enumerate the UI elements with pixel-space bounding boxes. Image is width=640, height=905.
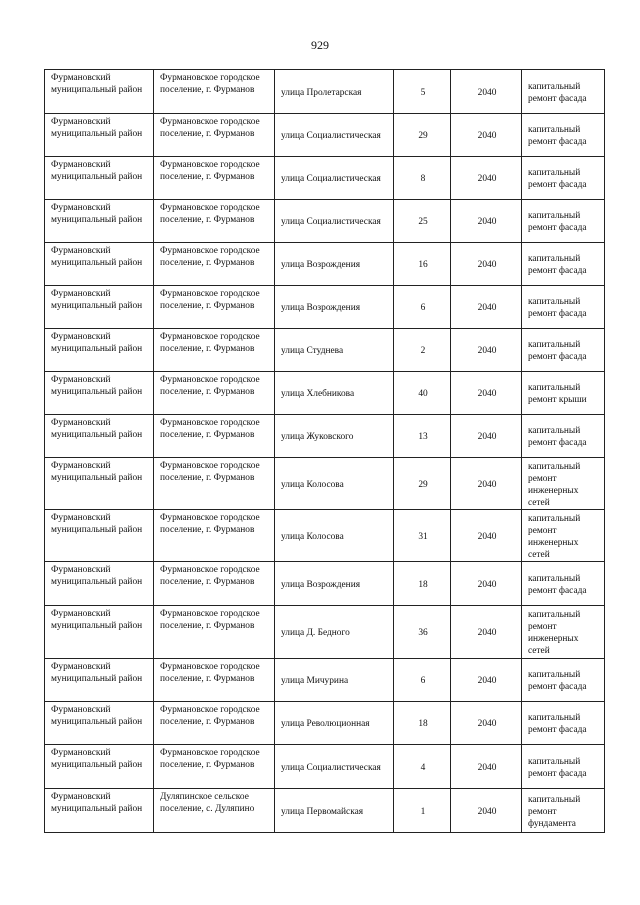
year-cell: 2040 (451, 286, 522, 329)
table-row (45, 510, 605, 562)
work-type-cell: капитальный ремонт фундамента (522, 789, 605, 833)
table-row (45, 415, 605, 458)
district-cell: Фурмановский муниципальный район (45, 789, 154, 833)
settlement-cell: Фурмановское городское поселение, г. Фурманов (154, 372, 275, 415)
work-type-cell: капитальный ремонт фасада (522, 70, 605, 114)
work-type-cell: капитальный ремонт фасада (522, 200, 605, 243)
work-type-cell: капитальный ремонт фасада (522, 243, 605, 286)
work-type-cell: капитальный ремонт инженерных сетей (522, 458, 605, 510)
housing-repair-table (44, 69, 605, 833)
table-row (45, 745, 605, 789)
year-cell: 2040 (451, 70, 522, 114)
work-type-cell: капитальный ремонт фасада (522, 659, 605, 702)
house-number-cell: 6 (394, 286, 451, 329)
district-cell: Фурмановский муниципальный район (45, 659, 154, 702)
district-cell: Фурмановский муниципальный район (45, 415, 154, 458)
work-type-cell: капитальный ремонт фасада (522, 415, 605, 458)
work-type-cell: капитальный ремонт фасада (522, 562, 605, 606)
year-cell: 2040 (451, 659, 522, 702)
year-cell: 2040 (451, 702, 522, 745)
year-cell: 2040 (451, 510, 522, 562)
house-number-cell: 36 (394, 606, 451, 659)
district-cell: Фурмановский муниципальный район (45, 702, 154, 745)
house-number-cell: 25 (394, 200, 451, 243)
district-cell: Фурмановский муниципальный район (45, 510, 154, 562)
work-type-cell: капитальный ремонт инженерных сетей (522, 606, 605, 659)
house-number-cell: 2 (394, 329, 451, 372)
settlement-cell: Фурмановское городское поселение, г. Фурманов (154, 510, 275, 562)
street-cell: улица Колосова (275, 510, 394, 562)
table-row (45, 702, 605, 745)
district-cell: Фурмановский муниципальный район (45, 243, 154, 286)
house-number-cell: 18 (394, 562, 451, 606)
table-row (45, 286, 605, 329)
district-cell: Фурмановский муниципальный район (45, 329, 154, 372)
table-row (45, 659, 605, 702)
table-row (45, 329, 605, 372)
settlement-cell: Фурмановское городское поселение, г. Фурманов (154, 157, 275, 200)
year-cell: 2040 (451, 789, 522, 833)
house-number-cell: 29 (394, 458, 451, 510)
table-row (45, 114, 605, 157)
table-row (45, 243, 605, 286)
street-cell: улица Мичурина (275, 659, 394, 702)
work-type-cell: капитальный ремонт фасада (522, 702, 605, 745)
district-cell: Фурмановский муниципальный район (45, 562, 154, 606)
settlement-cell: Фурмановское городское поселение, г. Фурманов (154, 702, 275, 745)
house-number-cell: 6 (394, 659, 451, 702)
settlement-cell: Фурмановское городское поселение, г. Фурманов (154, 114, 275, 157)
settlement-cell: Дуляпинское сельское поселение, с. Дуляпино (154, 789, 275, 833)
street-cell: улица Социалистическая (275, 745, 394, 789)
district-cell: Фурмановский муниципальный район (45, 200, 154, 243)
year-cell: 2040 (451, 606, 522, 659)
district-cell: Фурмановский муниципальный район (45, 157, 154, 200)
district-cell: Фурмановский муниципальный район (45, 70, 154, 114)
year-cell: 2040 (451, 745, 522, 789)
work-type-cell: капитальный ремонт инженерных сетей (522, 510, 605, 562)
year-cell: 2040 (451, 114, 522, 157)
year-cell: 2040 (451, 329, 522, 372)
settlement-cell: Фурмановское городское поселение, г. Фурманов (154, 415, 275, 458)
street-cell: улица Социалистическая (275, 114, 394, 157)
settlement-cell: Фурмановское городское поселение, г. Фурманов (154, 659, 275, 702)
settlement-cell: Фурмановское городское поселение, г. Фурманов (154, 458, 275, 510)
table-row (45, 789, 605, 833)
table-row (45, 606, 605, 659)
street-cell: улица Возрождения (275, 562, 394, 606)
street-cell: улица Хлебникова (275, 372, 394, 415)
street-cell: улица Возрождения (275, 286, 394, 329)
house-number-cell: 18 (394, 702, 451, 745)
year-cell: 2040 (451, 458, 522, 510)
settlement-cell: Фурмановское городское поселение, г. Фурманов (154, 243, 275, 286)
settlement-cell: Фурмановское городское поселение, г. Фурманов (154, 745, 275, 789)
settlement-cell: Фурмановское городское поселение, г. Фурманов (154, 70, 275, 114)
district-cell: Фурмановский муниципальный район (45, 606, 154, 659)
work-type-cell: капитальный ремонт фасада (522, 157, 605, 200)
street-cell: улица Жуковского (275, 415, 394, 458)
year-cell: 2040 (451, 157, 522, 200)
table-row (45, 200, 605, 243)
street-cell: улица Первомайская (275, 789, 394, 833)
work-type-cell: капитальный ремонт фасада (522, 745, 605, 789)
page-number: 929 (311, 38, 329, 52)
street-cell: улица Социалистическая (275, 157, 394, 200)
house-number-cell: 40 (394, 372, 451, 415)
table-row (45, 372, 605, 415)
year-cell: 2040 (451, 415, 522, 458)
work-type-cell: капитальный ремонт фасада (522, 114, 605, 157)
house-number-cell: 5 (394, 70, 451, 114)
settlement-cell: Фурмановское городское поселение, г. Фурманов (154, 562, 275, 606)
table-row (45, 70, 605, 114)
district-cell: Фурмановский муниципальный район (45, 286, 154, 329)
settlement-cell: Фурмановское городское поселение, г. Фурманов (154, 606, 275, 659)
house-number-cell: 4 (394, 745, 451, 789)
district-cell: Фурмановский муниципальный район (45, 458, 154, 510)
street-cell: улица Социалистическая (275, 200, 394, 243)
year-cell: 2040 (451, 243, 522, 286)
street-cell: улица Студнева (275, 329, 394, 372)
district-cell: Фурмановский муниципальный район (45, 372, 154, 415)
house-number-cell: 16 (394, 243, 451, 286)
work-type-cell: капитальный ремонт крыши (522, 372, 605, 415)
street-cell: улица Д. Бедного (275, 606, 394, 659)
district-cell: Фурмановский муниципальный район (45, 114, 154, 157)
table-row (45, 157, 605, 200)
house-number-cell: 1 (394, 789, 451, 833)
street-cell: улица Революционная (275, 702, 394, 745)
house-number-cell: 8 (394, 157, 451, 200)
house-number-cell: 29 (394, 114, 451, 157)
house-number-cell: 13 (394, 415, 451, 458)
settlement-cell: Фурмановское городское поселение, г. Фурманов (154, 200, 275, 243)
street-cell: улица Пролетарская (275, 70, 394, 114)
settlement-cell: Фурмановское городское поселение, г. Фурманов (154, 329, 275, 372)
street-cell: улица Колосова (275, 458, 394, 510)
district-cell: Фурмановский муниципальный район (45, 745, 154, 789)
street-cell: улица Возрождения (275, 243, 394, 286)
year-cell: 2040 (451, 372, 522, 415)
table-body (45, 70, 605, 833)
settlement-cell: Фурмановское городское поселение, г. Фурманов (154, 286, 275, 329)
house-number-cell: 31 (394, 510, 451, 562)
work-type-cell: капитальный ремонт фасада (522, 329, 605, 372)
year-cell: 2040 (451, 562, 522, 606)
table-row (45, 458, 605, 510)
work-type-cell: капитальный ремонт фасада (522, 286, 605, 329)
year-cell: 2040 (451, 200, 522, 243)
table-row (45, 562, 605, 606)
